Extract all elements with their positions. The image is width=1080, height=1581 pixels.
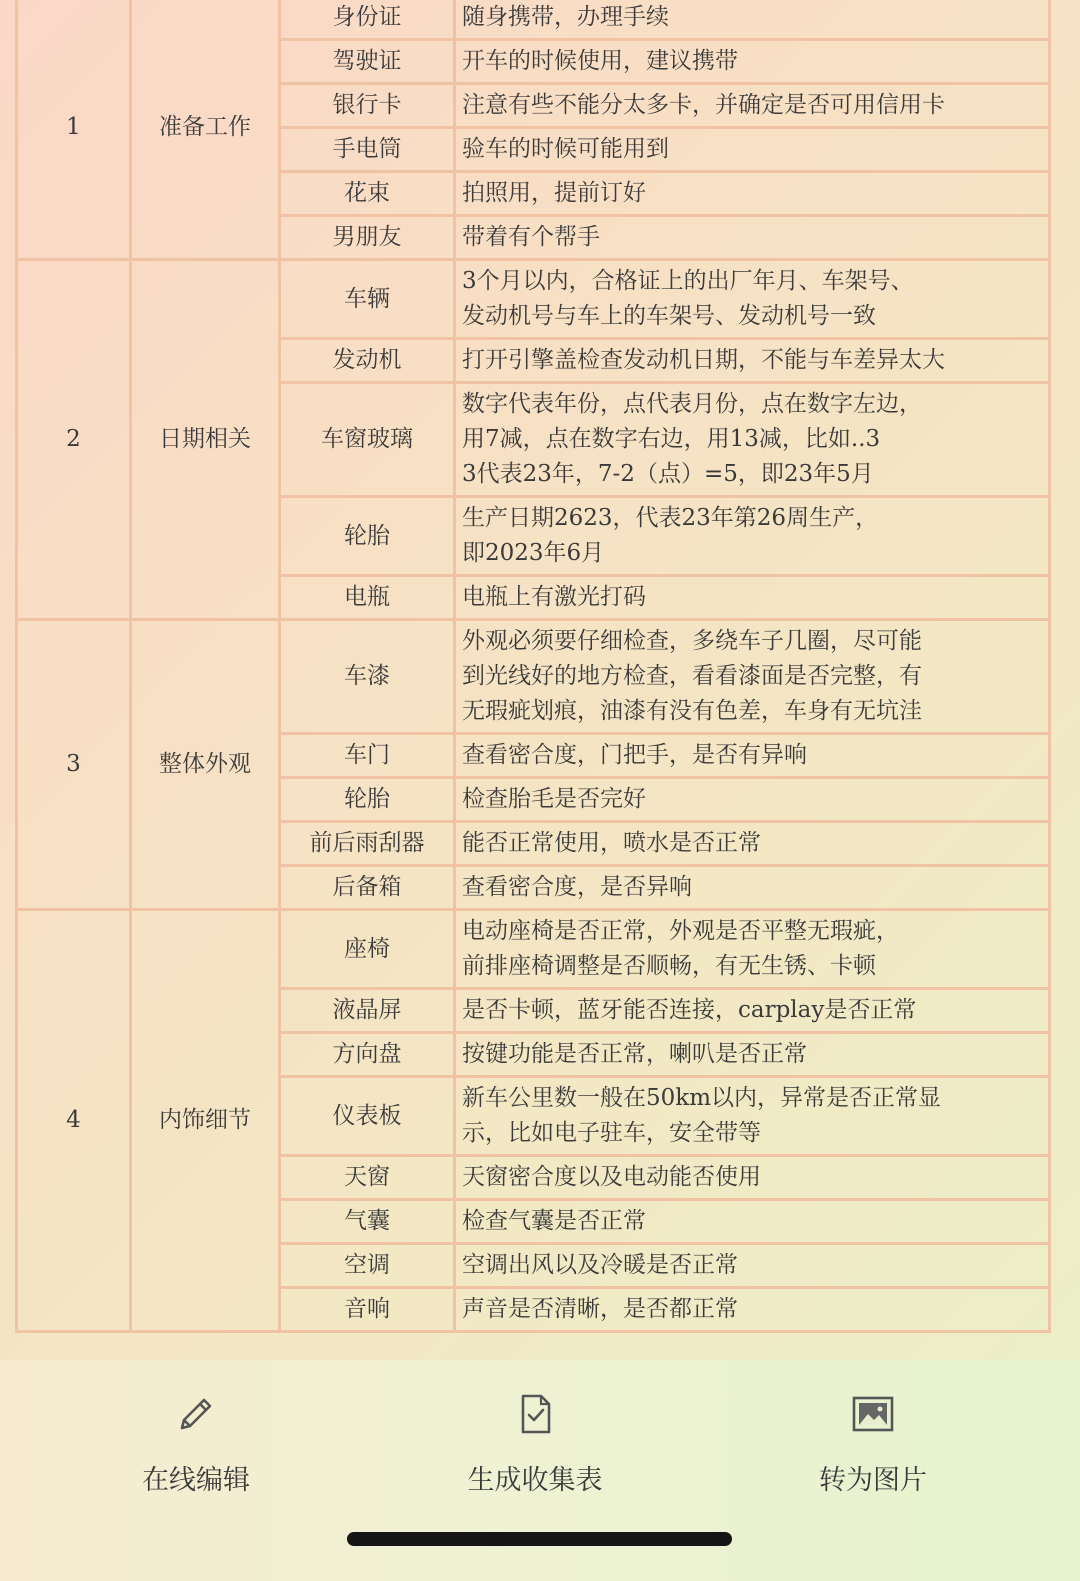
check-description [455, 216, 1050, 260]
description-line: 能否正常使用，喷水是否正常 [462, 830, 761, 856]
online-edit-label: 在线编辑 [142, 1465, 250, 1496]
description-line: 示，比如电子驻车，安全带等 [462, 1120, 761, 1146]
check-description [455, 383, 1050, 497]
section-category: 准备工作 [131, 0, 280, 260]
check-item: 身份证 [280, 0, 455, 40]
section-number: 1 [17, 0, 131, 260]
check-item: 轮胎 [280, 778, 455, 822]
section-category: 整体外观 [131, 620, 280, 910]
description-line: 检查气囊是否正常 [462, 1208, 646, 1234]
description-line: 生产日期2623，代表23年第26周生产， [462, 505, 879, 531]
description-line: 带着有个帮手 [462, 224, 600, 250]
table-row [17, 0, 1050, 40]
description-line: 天窗密合度以及电动能否使用 [462, 1164, 761, 1190]
check-item: 车辆 [280, 260, 455, 339]
check-description [455, 1077, 1050, 1156]
section-category: 内饰细节 [131, 910, 280, 1332]
check-description [455, 84, 1050, 128]
checklist-table-container[interactable] [15, 0, 1053, 1360]
check-item: 音响 [280, 1288, 455, 1332]
check-description [455, 576, 1050, 620]
document-check-icon [511, 1390, 559, 1438]
generate-form-button[interactable] [405, 1390, 665, 1500]
check-description [455, 734, 1050, 778]
description-line: 随身携带，办理手续 [462, 4, 669, 30]
check-description [455, 339, 1050, 383]
check-description [455, 40, 1050, 84]
description-line: 检查胎毛是否完好 [462, 786, 646, 812]
description-line: 空调出风以及冷暖是否正常 [462, 1252, 738, 1278]
description-line: 打开引擎盖检查发动机日期，不能与车差异太大 [462, 347, 945, 373]
section-number: 2 [17, 260, 131, 620]
description-line: 拍照用，提前订好 [462, 180, 646, 206]
pencil-icon [172, 1390, 220, 1438]
description-line: 3个月以内，合格证上的出厂年月、车架号、 [462, 268, 914, 294]
check-description [455, 128, 1050, 172]
check-item: 发动机 [280, 339, 455, 383]
section-category: 日期相关 [131, 260, 280, 620]
check-item: 银行卡 [280, 84, 455, 128]
check-item: 气囊 [280, 1200, 455, 1244]
check-item: 方向盘 [280, 1033, 455, 1077]
table-row [17, 260, 1050, 339]
section-number: 4 [17, 910, 131, 1332]
description-line: 注意有些不能分太多卡，并确定是否可用信用卡 [462, 92, 945, 118]
check-description [455, 1200, 1050, 1244]
check-description [455, 1033, 1050, 1077]
description-line: 3代表23年，7-2（点）=5，即23年5月 [462, 461, 874, 487]
check-item: 手电筒 [280, 128, 455, 172]
description-line: 按键功能是否正常，喇叭是否正常 [462, 1041, 807, 1067]
check-item: 驾驶证 [280, 40, 455, 84]
description-line: 到光线好的地方检查，看看漆面是否完整，有 [462, 663, 922, 689]
description-line: 查看密合度，是否异响 [462, 874, 692, 900]
home-indicator[interactable] [347, 1532, 732, 1546]
generate-form-label: 生成收集表 [467, 1465, 603, 1496]
description-line: 无瑕疵划痕，油漆有没有色差，车身有无坑洼 [462, 698, 922, 724]
convert-to-image-button[interactable] [743, 1390, 1003, 1500]
description-line: 用7减，点在数字右边，用13减，比如..3 [462, 426, 881, 452]
check-description [455, 910, 1050, 989]
check-item: 前后雨刮器 [280, 822, 455, 866]
check-item: 后备箱 [280, 866, 455, 910]
check-item: 电瓶 [280, 576, 455, 620]
description-line: 即2023年6月 [462, 540, 605, 566]
check-description [455, 260, 1050, 339]
car-inspection-checklist-table [15, 0, 1051, 1333]
description-line: 外观必须要仔细检查，多绕车子几圈，尽可能 [462, 628, 922, 654]
check-item: 轮胎 [280, 497, 455, 576]
description-line: 发动机号与车上的车架号、发动机号一致 [462, 303, 876, 329]
description-line: 查看密合度，门把手，是否有异响 [462, 742, 807, 768]
check-description [455, 0, 1050, 40]
description-line: 前排座椅调整是否顺畅，有无生锈、卡顿 [462, 953, 876, 979]
image-icon [849, 1390, 897, 1438]
check-description [455, 866, 1050, 910]
check-item: 仪表板 [280, 1077, 455, 1156]
check-description [455, 989, 1050, 1033]
check-item: 座椅 [280, 910, 455, 989]
table-row [17, 910, 1050, 989]
check-item: 天窗 [280, 1156, 455, 1200]
table-row [17, 620, 1050, 734]
description-line: 新车公里数一般在50km以内，异常是否正常显 [462, 1085, 942, 1111]
description-line: 数字代表年份，点代表月份，点在数字左边， [462, 391, 922, 417]
section-number: 3 [17, 620, 131, 910]
check-item: 空调 [280, 1244, 455, 1288]
check-description [455, 1244, 1050, 1288]
description-line: 开车的时候使用，建议携带 [462, 48, 738, 74]
check-item: 液晶屏 [280, 989, 455, 1033]
check-item: 男朋友 [280, 216, 455, 260]
check-description [455, 172, 1050, 216]
convert-to-image-label: 转为图片 [819, 1465, 927, 1496]
description-line: 是否卡顿，蓝牙能否连接，carplay是否正常 [462, 997, 917, 1023]
online-edit-button[interactable] [66, 1390, 326, 1500]
check-item: 车窗玻璃 [280, 383, 455, 497]
description-line: 验车的时候可能用到 [462, 136, 669, 162]
description-line: 电动座椅是否正常，外观是否平整无瑕疵， [462, 918, 899, 944]
description-line: 电瓶上有激光打码 [462, 584, 646, 610]
check-description [455, 1156, 1050, 1200]
check-item: 车门 [280, 734, 455, 778]
check-description [455, 778, 1050, 822]
check-item: 车漆 [280, 620, 455, 734]
check-description [455, 497, 1050, 576]
check-description [455, 620, 1050, 734]
description-line: 声音是否清晰，是否都正常 [462, 1296, 738, 1322]
check-item: 花束 [280, 172, 455, 216]
check-description [455, 822, 1050, 866]
bottom-action-bar [0, 1360, 1080, 1581]
check-description [455, 1288, 1050, 1332]
